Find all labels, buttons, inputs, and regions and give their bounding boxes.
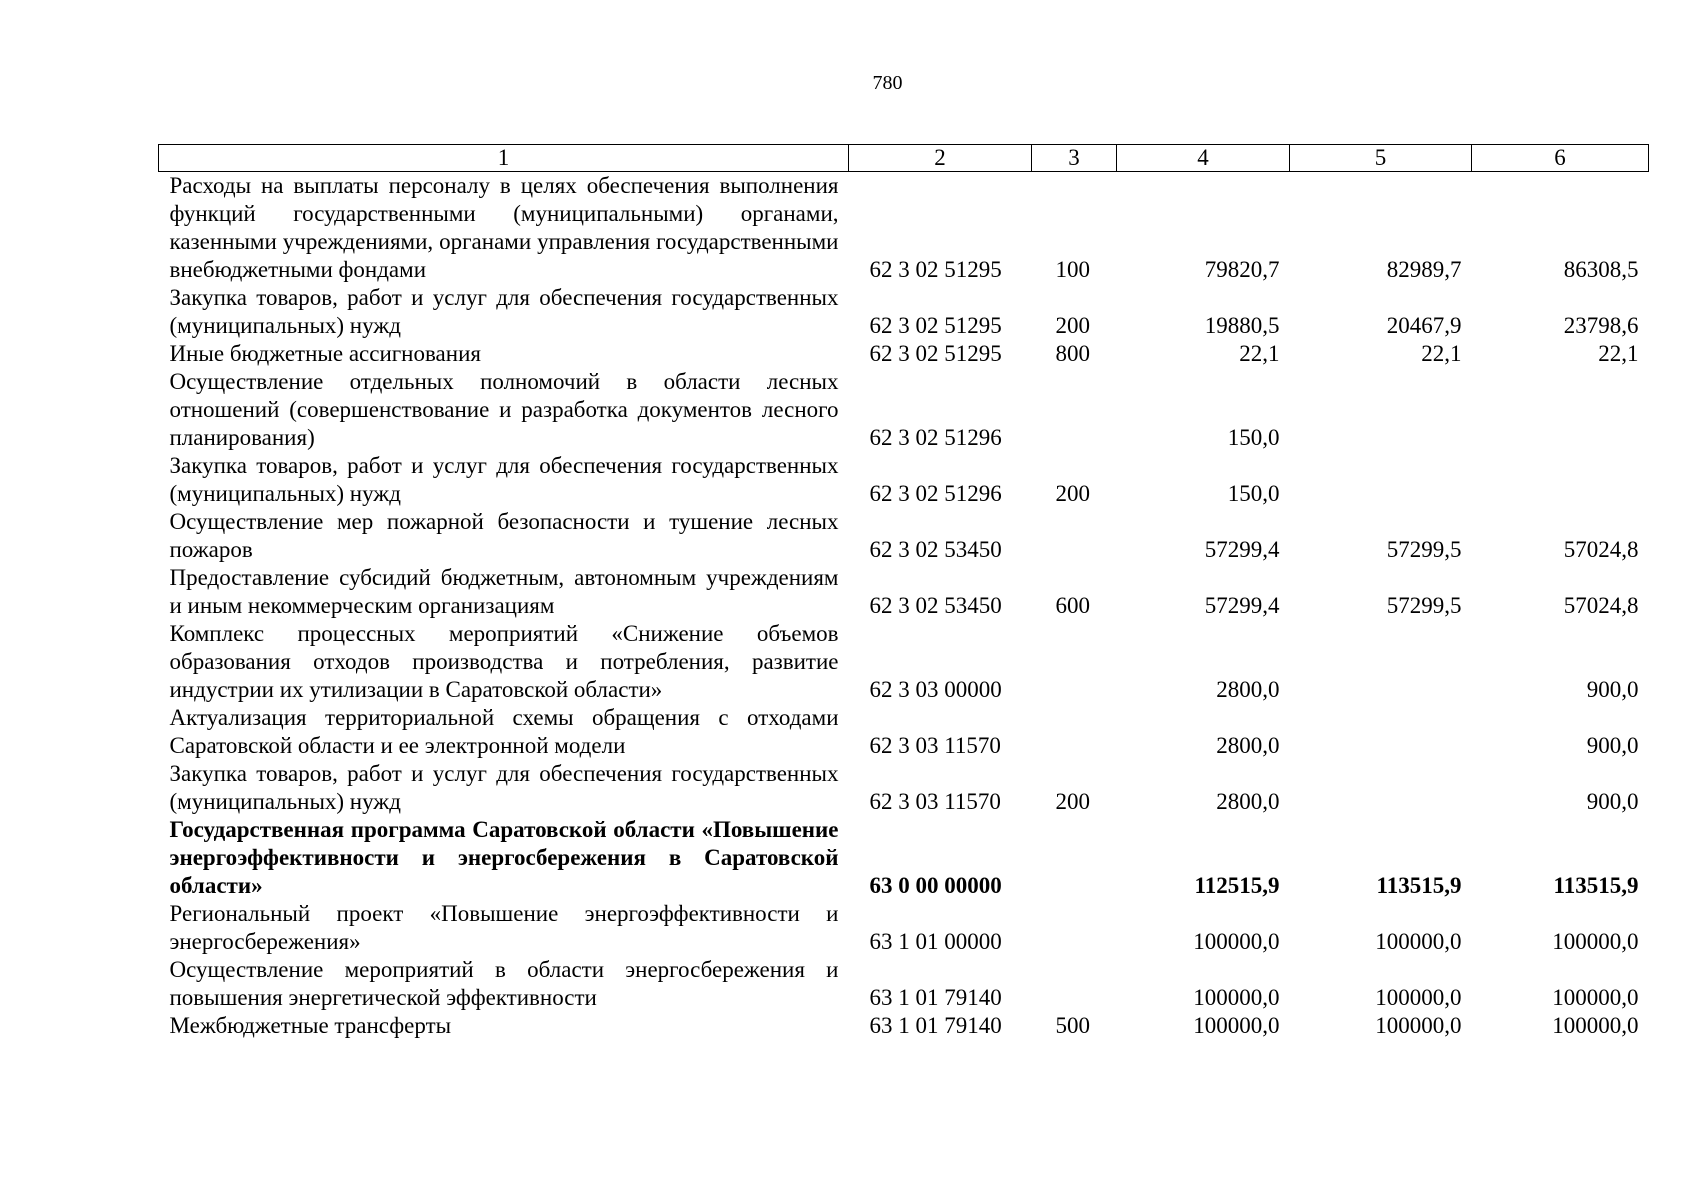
row-expense-type: 200 (1055, 313, 1090, 338)
row-value-col5: 100000,0 (1375, 985, 1462, 1010)
header-row (159, 145, 1649, 172)
header-col-4: 4 (1117, 145, 1290, 172)
header-col-2: 2 (849, 145, 1032, 172)
row-value-col5: 113515,9 (1376, 873, 1462, 898)
row-code: 62 3 02 51296 (869, 425, 1002, 450)
row-expense-type: 800 (1055, 341, 1090, 366)
table-row (159, 900, 1649, 956)
row-expense-type (1032, 956, 1117, 1012)
row-value-col4: 150,0 (1227, 425, 1280, 450)
row-expense-type (1032, 508, 1117, 564)
row-value-col5: 100000,0 (1375, 1013, 1462, 1038)
row-value-col5: 100000,0 (1375, 929, 1462, 954)
row-code: 62 3 02 53450 (869, 537, 1002, 562)
row-value-col6: 86308,5 (1563, 257, 1639, 282)
table-row (159, 340, 1649, 368)
row-code: 62 3 02 51295 (869, 341, 1002, 366)
row-value-col5: 22,1 (1421, 341, 1462, 366)
row-code: 62 3 02 51295 (869, 257, 1002, 282)
row-value-col6: 113515,9 (1553, 873, 1639, 898)
row-value-col4: 100000,0 (1193, 929, 1280, 954)
row-name: Расходы на выплаты персоналу в целях обеспечения выполнения функций государственными (муниципальными) органами, казенными учреждениями, органами управления государственными внебюджетными фондами (169, 173, 839, 282)
row-value-col4: 100000,0 (1193, 985, 1280, 1010)
row-value-col4: 57299,4 (1204, 537, 1280, 562)
header-col-1: 1 (159, 145, 849, 172)
row-code: 62 3 03 11570 (869, 789, 1001, 814)
header-col-3: 3 (1032, 145, 1117, 172)
row-name: Закупка товаров, работ и услуг для обеспечения государственных (муниципальных) нужд (169, 285, 839, 338)
table-row (159, 704, 1649, 760)
row-code: 63 1 01 00000 (869, 929, 1002, 954)
table-body (159, 172, 1649, 1041)
table-row (159, 816, 1649, 900)
row-value-col6: 100000,0 (1552, 929, 1639, 954)
row-expense-type (1032, 368, 1117, 452)
header-col-5: 5 (1290, 145, 1472, 172)
row-value-col4: 79820,7 (1204, 257, 1280, 282)
row-value-col4: 2800,0 (1216, 677, 1280, 702)
row-name: Предоставление субсидий бюджетным, автономным учреждениям и иным некоммерческим организациям (169, 565, 839, 618)
row-value-col5 (1290, 704, 1472, 760)
row-code: 62 3 02 51295 (869, 313, 1002, 338)
table-row (159, 1012, 1649, 1040)
row-value-col5: 57299,5 (1386, 593, 1462, 618)
table-row (159, 172, 1649, 285)
table-row (159, 284, 1649, 340)
row-name: Актуализация территориальной схемы обращения с отходами Саратовской области и ее электронной модели (169, 705, 839, 758)
row-expense-type: 500 (1055, 1013, 1090, 1038)
page-number: 780 (872, 72, 903, 94)
row-name: Региональный проект «Повышение энергоэффективности и энергосбережения» (169, 901, 839, 954)
row-value-col6: 900,0 (1586, 789, 1639, 814)
row-value-col4: 2800,0 (1216, 789, 1280, 814)
row-expense-type (1032, 704, 1117, 760)
row-value-col6 (1472, 452, 1649, 508)
row-expense-type: 200 (1055, 481, 1090, 506)
row-code: 63 0 00 00000 (869, 873, 1002, 898)
row-name: Закупка товаров, работ и услуг для обеспечения государственных (муниципальных) нужд (169, 761, 839, 814)
row-value-col5 (1290, 368, 1472, 452)
table-row (159, 508, 1649, 564)
row-value-col4: 112515,9 (1194, 873, 1280, 898)
header-col-6: 6 (1472, 145, 1649, 172)
table-header (159, 145, 1649, 172)
row-value-col4: 2800,0 (1216, 733, 1280, 758)
table-row (159, 620, 1649, 704)
row-name: Закупка товаров, работ и услуг для обеспечения государственных (муниципальных) нужд (169, 453, 839, 506)
table-row (159, 368, 1649, 452)
row-expense-type: 100 (1055, 257, 1090, 282)
row-expense-type: 600 (1055, 593, 1090, 618)
row-value-col5: 57299,5 (1386, 537, 1462, 562)
table-row (159, 452, 1649, 508)
row-value-col4: 57299,4 (1204, 593, 1280, 618)
row-code: 63 1 01 79140 (869, 1013, 1002, 1038)
row-expense-type (1032, 900, 1117, 956)
row-code: 62 3 03 11570 (869, 733, 1001, 758)
row-value-col5 (1290, 452, 1472, 508)
row-name: Осуществление отдельных полномочий в области лесных отношений (совершенствование и разработка документов лесного планирования) (169, 369, 839, 450)
row-expense-type (1032, 816, 1117, 900)
row-value-col5 (1290, 620, 1472, 704)
row-value-col6: 100000,0 (1552, 1013, 1639, 1038)
row-name: Осуществление мер пожарной безопасности и тушение лесных пожаров (169, 509, 839, 562)
row-code: 62 3 03 00000 (869, 677, 1002, 702)
row-name: Межбюджетные трансферты (169, 1013, 452, 1038)
row-name: Иные бюджетные ассигнования (169, 341, 481, 366)
table-row (159, 564, 1649, 620)
row-code: 62 3 02 53450 (869, 593, 1002, 618)
row-value-col6: 22,1 (1598, 341, 1639, 366)
row-value-col6: 57024,8 (1563, 537, 1639, 562)
row-value-col6: 900,0 (1586, 677, 1639, 702)
row-value-col5 (1290, 760, 1472, 816)
row-value-col6: 900,0 (1586, 733, 1639, 758)
row-value-col5: 82989,7 (1386, 257, 1462, 282)
row-value-col6: 100000,0 (1552, 985, 1639, 1010)
row-expense-type (1032, 620, 1117, 704)
row-code: 63 1 01 79140 (869, 985, 1002, 1010)
table-row (159, 760, 1649, 816)
budget-table (158, 144, 1649, 1040)
row-value-col4: 19880,5 (1204, 313, 1280, 338)
row-value-col6 (1472, 368, 1649, 452)
row-value-col5: 20467,9 (1386, 313, 1462, 338)
table-row (159, 956, 1649, 1012)
row-name: Осуществление мероприятий в области энергосбережения и повышения энергетической эффективности (169, 957, 839, 1010)
row-name: Комплекс процессных мероприятий «Снижение объемов образования отходов производства и потребления, развитие индустрии их утилизации в Саратовской области» (169, 621, 839, 702)
row-expense-type: 200 (1055, 789, 1090, 814)
row-value-col6: 23798,6 (1563, 313, 1639, 338)
row-value-col4: 150,0 (1227, 481, 1280, 506)
row-value-col4: 22,1 (1239, 341, 1280, 366)
row-value-col4: 100000,0 (1193, 1013, 1280, 1038)
row-code: 62 3 02 51296 (869, 481, 1002, 506)
row-name: Государственная программа Саратовской области «Повышение энергоэффективности и энергосбережения в Саратовской области» (169, 817, 839, 898)
row-value-col6: 57024,8 (1563, 593, 1639, 618)
